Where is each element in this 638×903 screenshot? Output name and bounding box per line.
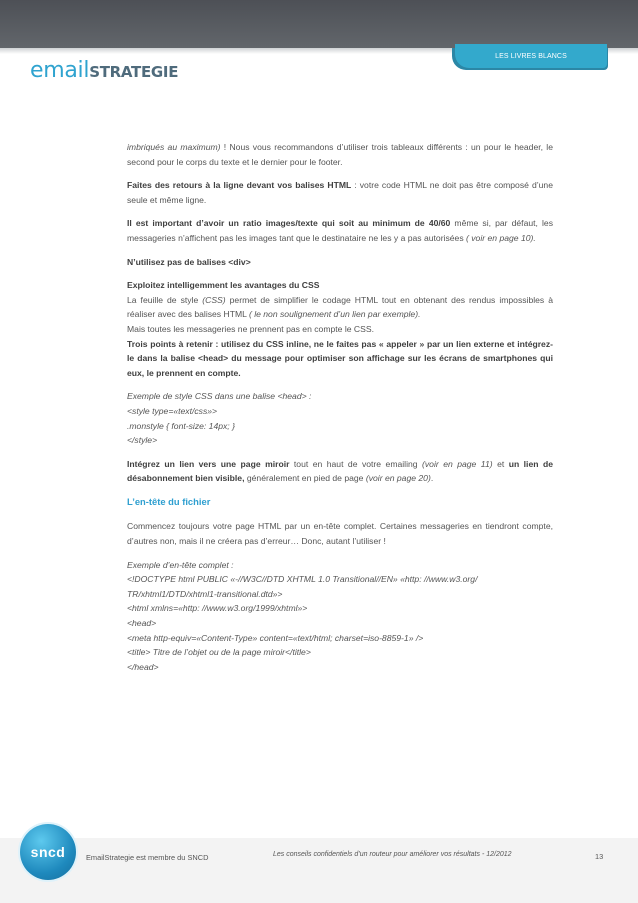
code-line: Exemple d’en-tête complet : [127,559,234,570]
paragraph-tables [127,140,553,169]
text: généralement en pied de page [244,473,366,484]
code-line: </head> [127,661,159,672]
text-bold: Il est important d’avoir un ratio images/texte qui soit au minimum de 40/60 [127,218,451,229]
text-italic: ( le non soulignement d’un lien par exemple). [248,309,421,320]
code-line: <!DOCTYPE html PUBLIC «-//W3C//DTD XHTML 1.0 Transitional//EN» «http: //www.w3.org/ [127,574,478,585]
header-example [127,558,553,675]
footer-bar [0,838,638,903]
footer-tagline: Les conseils confidentiels d’un routeur pour améliorer vos résultats - 12/2012 [273,851,512,858]
code-line: Exemple de style CSS dans une balise <head> : [127,391,312,402]
emailstrategie-logo [30,58,178,83]
code-line: <html xmlns=«http: //www.w3.org/1999/xhtml»> [127,603,308,614]
text-bold: Faites des retours à la ligne devant vos balises HTML [127,180,352,191]
logo-part-email: email [30,58,90,83]
sncd-logo: sncd [20,824,76,880]
text: Mais toutes les messageries ne prennent pas en compte le CSS. [127,323,374,334]
text: ! Nous vous recommandons d’utiliser trois tableaux différents : un pour le header, le second pour le corps du texte et le dernier pour le footer. [127,142,553,167]
text: tout en haut de votre emailing [289,458,423,469]
paragraph-css [127,278,553,380]
code-line: <title> Titre de l’objet ou de la page miroir</title> [127,647,311,658]
text-italic: ( voir en page 10). [463,232,536,243]
header-bar [0,0,638,48]
section-heading: L’en-tête du fichier [127,495,211,507]
page-content [127,140,553,683]
footer-member-text: EmailStrategie est membre du SNCD [86,853,209,862]
text-italic: (voir en page 20) [365,473,431,484]
code-line: <meta http-equiv=«Content-Type» content=«text/html; charset=iso-8859-1» /> [127,632,424,643]
code-line: <style type=«text/css»> [127,405,218,416]
text: permet de simplifier le codage HTML tout en obtenant des rendus impossibles à réaliser avec des balises HTML [127,294,553,320]
text-bold: Exploitez intelligemment les avantages du CSS [127,280,320,291]
text: . [430,473,434,484]
code-line: <head> [127,618,157,629]
paragraph-div: N’utilisez pas de balises <div> [127,256,251,267]
text-italic: (voir en page 11) [422,458,493,469]
code-line: TR/xhtml1/DTD/xhtml1-transitional.dtd»> [127,588,283,599]
paragraph-header: Commencez toujours votre page HTML par un en-tête complet. Certaines messageries en tiendront compte, d’autres non, mais il ne créera pas d’erreur… Donc, autant l’utiliser ! [127,521,553,547]
text: et [492,458,509,469]
paragraph-ratio [127,216,553,245]
page-number: 13 [595,852,604,861]
logo-part-strategie: strategie [89,58,179,83]
css-example [127,389,553,447]
code-line: .monstyle { font-size: 14px; } [127,420,235,431]
text-italic: imbriqués au maximum) [127,142,221,152]
text-bold: un lien de désabonnement bien visible, [127,458,553,484]
text: : votre code HTML ne doit pas être composé d’une seule et même ligne. [127,180,553,205]
paragraph-line-breaks [127,178,553,207]
code-line: </style> [127,435,158,446]
text: même si, par défaut, les messageries n’affichent pas les images tant que le destinataire ne les y a pas autorisées [127,218,553,243]
section-tag: LES LIVRES BLANCS [455,44,607,68]
text-italic: (CSS) [202,294,226,305]
text: La feuille de style [127,294,203,305]
paragraph-mirror-link [127,457,553,486]
text-bold: Trois points à retenir : utilisez du CSS inline, ne le faites pas « appeler » par un lien externe et intégrez-le dans la balise <head> du message pour optimiser son affichage sur les écrans de smartphones qui eux, le prennent en compte. [127,338,553,378]
text-bold: Intégrez un lien vers une page miroir [127,458,290,469]
